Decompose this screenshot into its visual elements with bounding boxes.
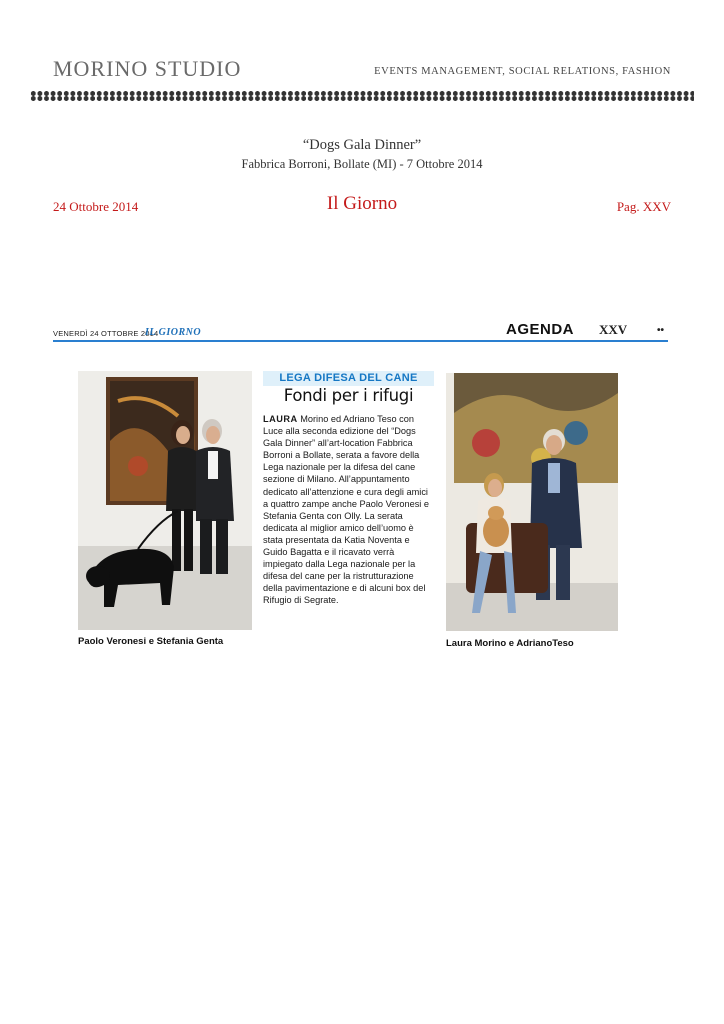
clipping-rule bbox=[53, 340, 668, 342]
photo-morino-teso bbox=[446, 373, 618, 631]
article-headline: Fondi per i rifugi bbox=[283, 386, 414, 405]
brand-tagline: EVENTS MANAGEMENT, SOCIAL RELATIONS, FASHION bbox=[374, 66, 671, 77]
publication-date: 24 Ottobre 2014 bbox=[53, 199, 139, 214]
clipping-page-number: XXV bbox=[599, 322, 628, 337]
photo-illustration bbox=[446, 373, 618, 631]
clipping-page-dots: •• bbox=[657, 325, 665, 336]
event-subtitle: Fabbrica Borroni, Bollate (MI) - 7 Ottobre 2014 bbox=[241, 157, 483, 171]
clipping-date: VENERDÌ 24 OTTOBRE 2014 bbox=[53, 329, 159, 338]
article-kicker: LEGA DIFESA DEL CANE bbox=[263, 371, 434, 386]
publication-page: Pag. XXV bbox=[616, 199, 671, 214]
event-title: “Dogs Gala Dinner” bbox=[302, 137, 422, 153]
article-body bbox=[263, 413, 434, 607]
article-lead-word: LAURA bbox=[263, 414, 298, 424]
brand-name: MORINO STUDIO bbox=[53, 56, 242, 81]
caption-left: Paolo Veronesi e Stefania Genta bbox=[78, 636, 224, 647]
newspaper-name: Il Giorno bbox=[326, 193, 398, 214]
photo-illustration bbox=[78, 371, 252, 630]
clipping-section: AGENDA bbox=[506, 321, 575, 338]
photo-veronesi-genta bbox=[78, 371, 252, 630]
caption-right: Laura Morino e AdrianoTeso bbox=[446, 638, 574, 649]
article-text: Morino ed Adriano Teso con Luce alla seconda edizione del “Dogs Gala Dinner” all’art-location Fabbrica Borroni a Bollate, serata a favore della Lega nazionale per la difesa del cane sezione di Milano. All’appuntamento dedicato all’attenzione e cura degli amici a quattro zampe anche Paolo Veronesi e Stefania Genta con Olly. La serata dedicata al miglior amico dell’uomo è stata presentata da Katia Noventa e Guido Bagatta e il ricavato verrà impiegato dalla Lega nazionale per la difesa del cane per la ristrutturazione della pavimentazione e di alcuni box del Rifugio di Segrate. bbox=[263, 414, 429, 606]
clipping-paper-logo: IL GIORNO bbox=[145, 327, 202, 338]
